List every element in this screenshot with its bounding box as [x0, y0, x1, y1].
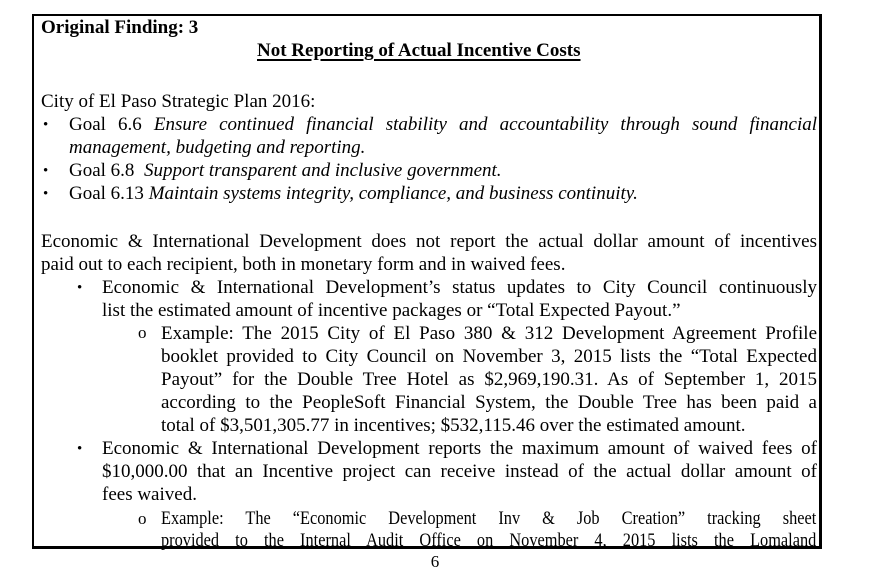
circle-bullet-icon: o — [138, 509, 147, 528]
bullet-icon: • — [43, 117, 49, 133]
goal-description: Support transparent and inclusive government. — [143, 160, 502, 181]
bullet-icon: • — [77, 280, 83, 296]
strategic-plan-heading: City of El Paso Strategic Plan 2016: — [41, 91, 316, 112]
example-line: Example: The “Economic Development Inv & Job Creation” tracking sheet — [161, 508, 817, 529]
point-line: Economic & International Development reports the maximum amount of waived fees of — [102, 438, 817, 459]
goal-text — [69, 113, 817, 136]
goal-description: Ensure continued financial stability and accountability through sound financial — [153, 114, 818, 135]
example-line: total of $3,501,305.77 in incentives; $532,115.46 over the estimated amount. — [161, 415, 746, 436]
circle-bullet-icon: o — [138, 323, 147, 342]
finding-title: Not Reporting of Actual Incentive Costs — [257, 40, 581, 61]
bullet-icon: • — [77, 441, 83, 457]
point-line: fees waived. — [102, 484, 197, 505]
goal-description-cont: management, budgeting and reporting. — [69, 137, 366, 158]
goal-text — [69, 182, 638, 205]
example-line: Payout” for the Double Tree Hotel as $2,969,190.31. As of September 1, 2015 — [161, 369, 817, 390]
goal-text — [69, 159, 502, 182]
goal-number: Goal 6.6 — [69, 114, 142, 135]
intro-paragraph-line: paid out to each recipient, both in monetary form and in waived fees. — [41, 254, 566, 275]
point-line: list the estimated amount of incentive packages or “Total Expected Payout.” — [102, 300, 681, 321]
example-line: Example: The 2015 City of El Paso 380 & 312 Development Agreement Profile — [161, 323, 817, 344]
bullet-icon: • — [43, 163, 49, 179]
point-line: $10,000.00 that an Incentive project can receive instead of the actual dollar amount of — [102, 461, 817, 482]
finding-label: Original Finding: 3 — [41, 17, 199, 38]
point-line: Economic & International Development’s status updates to City Council continuously — [102, 277, 817, 298]
bullet-icon: • — [43, 186, 49, 202]
intro-paragraph-line: Economic & International Development does not report the actual dollar amount of incentives — [41, 231, 817, 252]
goal-number: Goal 6.8 — [69, 160, 135, 181]
example-line: provided to the Internal Audit Office on November 4, 2015 lists the Lomaland — [161, 530, 817, 551]
goal-number: Goal 6.13 — [69, 183, 144, 204]
example-line: according to the PeopleSoft Financial System, the Double Tree has been paid a — [161, 392, 817, 413]
goal-description: Maintain systems integrity, compliance, and business continuity. — [148, 183, 638, 204]
page-number: 6 — [430, 552, 440, 571]
example-line: booklet provided to City Council on November 3, 2015 lists the “Total Expected — [161, 346, 817, 367]
